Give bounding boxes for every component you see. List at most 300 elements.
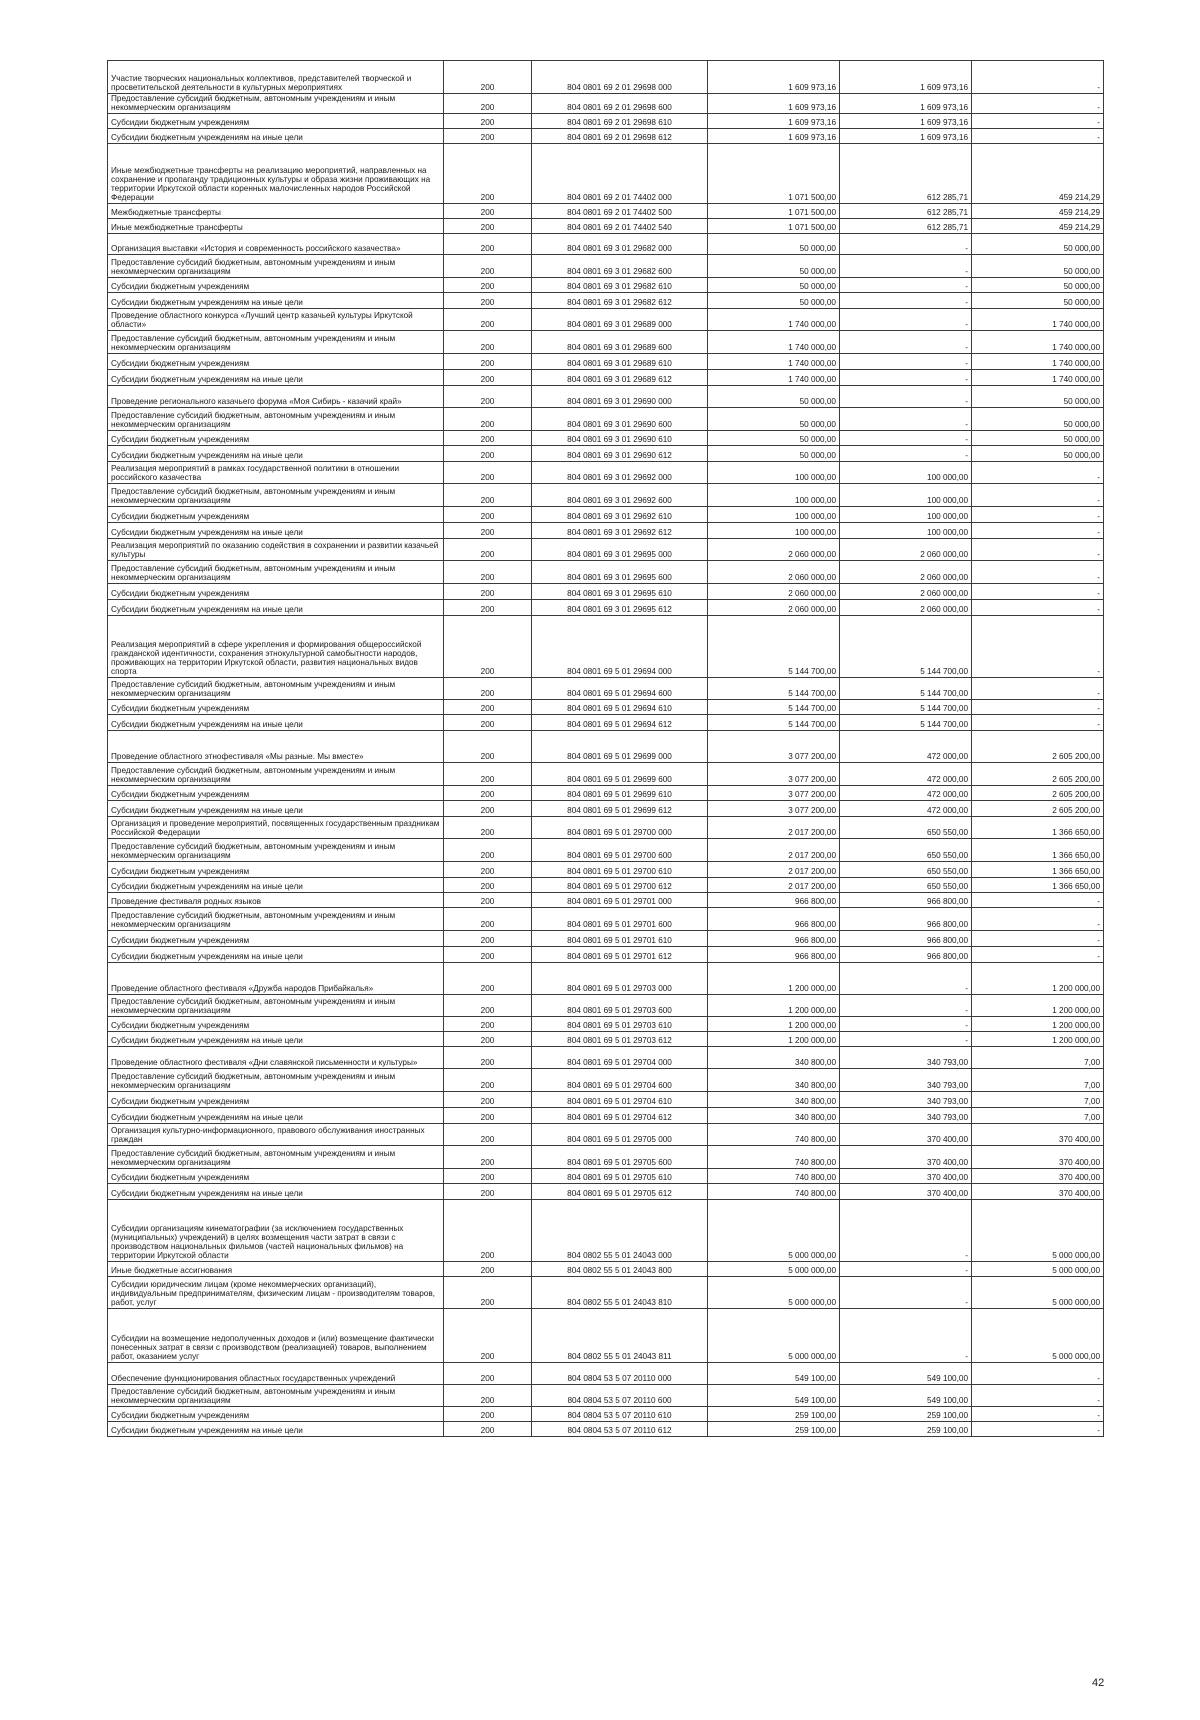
row-name: Субсидии бюджетным учреждениям на иные цели — [108, 801, 444, 817]
row-unexecuted-amount: 1 200 000,00 — [972, 1032, 1104, 1047]
row-executed-amount: - — [840, 278, 972, 293]
row-code: 200 — [444, 462, 532, 484]
row-approved-amount: 1 071 500,00 — [708, 219, 840, 234]
row-unexecuted-amount: 1 366 650,00 — [972, 878, 1104, 893]
row-code: 200 — [444, 1309, 532, 1363]
row-approved-amount: 1 609 973,16 — [708, 114, 840, 129]
row-approved-amount: 966 800,00 — [708, 908, 840, 931]
row-name: Субсидии бюджетным учреждениям — [108, 700, 444, 715]
row-unexecuted-amount: 2 605 200,00 — [972, 731, 1104, 763]
row-classification-code: 804 0804 53 5 07 20110 600 — [532, 1385, 708, 1407]
table-row — [108, 129, 1104, 144]
row-executed-amount: 340 793,00 — [840, 1047, 972, 1069]
row-unexecuted-amount: 50 000,00 — [972, 278, 1104, 293]
row-code: 200 — [444, 817, 532, 839]
row-unexecuted-amount: 459 214,29 — [972, 144, 1104, 204]
row-classification-code: 804 0801 69 5 01 29694 000 — [532, 616, 708, 678]
row-executed-amount: 650 550,00 — [840, 878, 972, 893]
row-executed-amount: - — [840, 1309, 972, 1363]
row-name: Предоставление субсидий бюджетным, автономным учреждениям и иным некоммерческим организациям — [108, 1146, 444, 1169]
row-name: Проведение фестиваля родных языков — [108, 893, 444, 908]
row-unexecuted-amount: 1 740 000,00 — [972, 309, 1104, 331]
row-code: 200 — [444, 1124, 532, 1146]
row-code: 200 — [444, 204, 532, 219]
row-unexecuted-amount: - — [972, 1407, 1104, 1422]
table-row — [108, 1169, 1104, 1184]
row-executed-amount: 472 000,00 — [840, 763, 972, 786]
row-classification-code: 804 0801 69 3 01 29682 612 — [532, 293, 708, 309]
row-executed-amount: 370 400,00 — [840, 1146, 972, 1169]
row-executed-amount: - — [840, 408, 972, 431]
row-unexecuted-amount: - — [972, 600, 1104, 616]
row-executed-amount: - — [840, 1262, 972, 1277]
row-classification-code: 804 0801 69 5 01 29703 600 — [532, 995, 708, 1017]
table-row — [108, 763, 1104, 786]
row-unexecuted-amount: 5 000 000,00 — [972, 1277, 1104, 1309]
row-approved-amount: 549 100,00 — [708, 1363, 840, 1385]
page-number: 42 — [1092, 1677, 1105, 1689]
row-unexecuted-amount: 50 000,00 — [972, 293, 1104, 309]
table-row — [108, 1309, 1104, 1363]
row-name: Предоставление субсидий бюджетным, автономным учреждениям и иным некоммерческим организациям — [108, 839, 444, 862]
row-executed-amount: 1 609 973,16 — [840, 61, 972, 94]
table-row — [108, 255, 1104, 278]
table-row — [108, 1422, 1104, 1437]
row-approved-amount: 3 077 200,00 — [708, 801, 840, 817]
row-unexecuted-amount: 1 740 000,00 — [972, 331, 1104, 354]
row-classification-code: 804 0801 69 5 01 29694 612 — [532, 715, 708, 731]
row-approved-amount: 1 609 973,16 — [708, 94, 840, 114]
row-approved-amount: 549 100,00 — [708, 1385, 840, 1407]
table-row — [108, 715, 1104, 731]
row-approved-amount: 5 000 000,00 — [708, 1277, 840, 1309]
table-row — [108, 963, 1104, 995]
row-classification-code: 804 0801 69 3 01 29695 612 — [532, 600, 708, 616]
table-row — [108, 678, 1104, 700]
row-name: Субсидии бюджетным учреждениям на иные цели — [108, 446, 444, 462]
table-row — [108, 94, 1104, 114]
row-classification-code: 804 0801 69 5 01 29699 610 — [532, 786, 708, 801]
row-code: 200 — [444, 446, 532, 462]
row-unexecuted-amount: - — [972, 947, 1104, 963]
table-row — [108, 144, 1104, 204]
row-code: 200 — [444, 700, 532, 715]
row-name: Предоставление субсидий бюджетным, автономным учреждениям и иным некоммерческим организациям — [108, 995, 444, 1017]
row-code: 200 — [444, 114, 532, 129]
row-classification-code: 804 0801 69 5 01 29699 000 — [532, 731, 708, 763]
row-code: 200 — [444, 1017, 532, 1032]
row-name: Реализация мероприятий по оказанию содействия в сохранении и развитии казачьей культуры — [108, 539, 444, 561]
row-executed-amount: - — [840, 1017, 972, 1032]
row-name: Субсидии бюджетным учреждениям на иные цели — [108, 293, 444, 309]
row-unexecuted-amount: 370 400,00 — [972, 1169, 1104, 1184]
row-unexecuted-amount: 2 605 200,00 — [972, 763, 1104, 786]
row-name: Проведение областного этнофестиваля «Мы разные. Мы вместе» — [108, 731, 444, 763]
row-unexecuted-amount: 50 000,00 — [972, 255, 1104, 278]
row-code: 200 — [444, 839, 532, 862]
row-approved-amount: 740 800,00 — [708, 1169, 840, 1184]
row-unexecuted-amount: - — [972, 1385, 1104, 1407]
row-approved-amount: 1 609 973,16 — [708, 129, 840, 144]
row-name: Субсидии бюджетным учреждениям на иные цели — [108, 523, 444, 539]
row-executed-amount: 2 060 000,00 — [840, 561, 972, 584]
row-executed-amount: 1 609 973,16 — [840, 129, 972, 144]
row-code: 200 — [444, 94, 532, 114]
row-unexecuted-amount: 1 200 000,00 — [972, 995, 1104, 1017]
row-classification-code: 804 0801 69 5 01 29699 600 — [532, 763, 708, 786]
row-executed-amount: 340 793,00 — [840, 1092, 972, 1108]
table-row — [108, 947, 1104, 963]
row-code: 200 — [444, 523, 532, 539]
row-classification-code: 804 0801 69 2 01 29698 600 — [532, 94, 708, 114]
row-unexecuted-amount: 370 400,00 — [972, 1184, 1104, 1200]
table-row — [108, 462, 1104, 484]
row-classification-code: 804 0801 69 3 01 29692 610 — [532, 507, 708, 523]
row-name: Субсидии бюджетным учреждениям — [108, 862, 444, 878]
row-name: Субсидии организациям кинематографии (за исключением государственных (муниципальных) учреждений) в целях возмещения части затрат в связи с производством национальных фильмов (частей национальных фильмов) на территории Иркутской области — [108, 1200, 444, 1262]
table-row — [108, 523, 1104, 539]
row-code: 200 — [444, 1363, 532, 1385]
row-code: 200 — [444, 1069, 532, 1092]
row-unexecuted-amount: - — [972, 584, 1104, 600]
row-unexecuted-amount: - — [972, 561, 1104, 584]
row-name: Субсидии бюджетным учреждениям — [108, 1169, 444, 1184]
row-executed-amount: 5 144 700,00 — [840, 700, 972, 715]
row-code: 200 — [444, 309, 532, 331]
row-name: Предоставление субсидий бюджетным, автономным учреждениям и иным некоммерческим организациям — [108, 678, 444, 700]
table-row — [108, 1017, 1104, 1032]
row-unexecuted-amount: 1 200 000,00 — [972, 963, 1104, 995]
row-unexecuted-amount: - — [972, 1422, 1104, 1437]
table-row — [108, 1047, 1104, 1069]
row-classification-code: 804 0801 69 3 01 29690 612 — [532, 446, 708, 462]
row-code: 200 — [444, 144, 532, 204]
row-classification-code: 804 0801 69 3 01 29695 600 — [532, 561, 708, 584]
row-executed-amount: 549 100,00 — [840, 1363, 972, 1385]
table-row — [108, 1277, 1104, 1309]
row-executed-amount: 966 800,00 — [840, 893, 972, 908]
row-approved-amount: 340 800,00 — [708, 1108, 840, 1124]
row-classification-code: 804 0801 69 5 01 29694 610 — [532, 700, 708, 715]
row-classification-code: 804 0801 69 5 01 29701 000 — [532, 893, 708, 908]
row-unexecuted-amount: 1 366 650,00 — [972, 817, 1104, 839]
row-classification-code: 804 0801 69 2 01 74402 540 — [532, 219, 708, 234]
row-executed-amount: - — [840, 446, 972, 462]
row-executed-amount: 612 285,71 — [840, 144, 972, 204]
table-row — [108, 1363, 1104, 1385]
row-name: Предоставление субсидий бюджетным, автономным учреждениям и иным некоммерческим организациям — [108, 331, 444, 354]
row-unexecuted-amount: 7,00 — [972, 1108, 1104, 1124]
row-executed-amount: 259 100,00 — [840, 1407, 972, 1422]
row-name: Субсидии на возмещение недополученных доходов и (или) возмещение фактически понесенных затрат в связи с производством (реализацией) товаров, выполнением работ, оказанием услуг — [108, 1309, 444, 1363]
row-executed-amount: - — [840, 963, 972, 995]
row-classification-code: 804 0802 55 5 01 24043 000 — [532, 1200, 708, 1262]
table-row — [108, 331, 1104, 354]
row-executed-amount: - — [840, 331, 972, 354]
row-name: Субсидии бюджетным учреждениям — [108, 431, 444, 446]
row-classification-code: 804 0801 69 5 01 29704 600 — [532, 1069, 708, 1092]
row-code: 200 — [444, 908, 532, 931]
row-approved-amount: 100 000,00 — [708, 523, 840, 539]
row-approved-amount: 5 000 000,00 — [708, 1200, 840, 1262]
row-unexecuted-amount: 50 000,00 — [972, 386, 1104, 408]
row-executed-amount: - — [840, 234, 972, 255]
row-approved-amount: 5 144 700,00 — [708, 678, 840, 700]
row-unexecuted-amount: 5 000 000,00 — [972, 1262, 1104, 1277]
row-approved-amount: 2 060 000,00 — [708, 561, 840, 584]
row-name: Субсидии бюджетным учреждениям на иные цели — [108, 1032, 444, 1047]
row-classification-code: 804 0801 69 5 01 29704 000 — [532, 1047, 708, 1069]
row-approved-amount: 2 060 000,00 — [708, 600, 840, 616]
row-unexecuted-amount: - — [972, 893, 1104, 908]
row-classification-code: 804 0801 69 5 01 29703 000 — [532, 963, 708, 995]
row-code: 200 — [444, 584, 532, 600]
row-unexecuted-amount: 370 400,00 — [972, 1146, 1104, 1169]
row-approved-amount: 966 800,00 — [708, 931, 840, 947]
row-approved-amount: 966 800,00 — [708, 947, 840, 963]
row-unexecuted-amount: - — [972, 523, 1104, 539]
row-code: 200 — [444, 995, 532, 1017]
row-unexecuted-amount: - — [972, 539, 1104, 561]
row-name: Субсидии юридическим лицам (кроме некоммерческих организаций), индивидуальным предпринимателям, физическим лицам - производителям товаров, работ, услуг — [108, 1277, 444, 1309]
row-code: 200 — [444, 354, 532, 370]
row-approved-amount: 1 200 000,00 — [708, 963, 840, 995]
row-classification-code: 804 0801 69 3 01 29682 000 — [532, 234, 708, 255]
row-classification-code: 804 0801 69 5 01 29705 612 — [532, 1184, 708, 1200]
row-unexecuted-amount: 459 214,29 — [972, 204, 1104, 219]
row-unexecuted-amount: 1 740 000,00 — [972, 370, 1104, 386]
row-unexecuted-amount: 50 000,00 — [972, 431, 1104, 446]
row-code: 200 — [444, 331, 532, 354]
row-name: Проведение областного конкурса «Лучший центр казачьей культуры Иркутской области» — [108, 309, 444, 331]
row-unexecuted-amount: 5 000 000,00 — [972, 1309, 1104, 1363]
row-executed-amount: - — [840, 386, 972, 408]
table-row — [108, 1124, 1104, 1146]
table-row — [108, 219, 1104, 234]
row-code: 200 — [444, 278, 532, 293]
row-name: Межбюджетные трансферты — [108, 204, 444, 219]
row-unexecuted-amount: 7,00 — [972, 1069, 1104, 1092]
row-name: Иные бюджетные ассигнования — [108, 1262, 444, 1277]
row-name: Субсидии бюджетным учреждениям на иные цели — [108, 1184, 444, 1200]
row-classification-code: 804 0801 69 5 01 29701 612 — [532, 947, 708, 963]
row-approved-amount: 1 071 500,00 — [708, 204, 840, 219]
row-classification-code: 804 0801 69 5 01 29700 612 — [532, 878, 708, 893]
row-name: Субсидии бюджетным учреждениям на иные цели — [108, 600, 444, 616]
row-approved-amount: 100 000,00 — [708, 507, 840, 523]
row-classification-code: 804 0801 69 3 01 29690 610 — [532, 431, 708, 446]
row-code: 200 — [444, 1200, 532, 1262]
row-name: Субсидии бюджетным учреждениям на иные цели — [108, 370, 444, 386]
table-row — [108, 801, 1104, 817]
row-executed-amount: 966 800,00 — [840, 947, 972, 963]
row-executed-amount: 5 144 700,00 — [840, 715, 972, 731]
row-approved-amount: 100 000,00 — [708, 462, 840, 484]
row-classification-code: 804 0801 69 5 01 29704 610 — [532, 1092, 708, 1108]
row-code: 200 — [444, 763, 532, 786]
row-name: Субсидии бюджетным учреждениям — [108, 584, 444, 600]
table-row — [108, 584, 1104, 600]
row-classification-code: 804 0801 69 3 01 29689 000 — [532, 309, 708, 331]
row-classification-code: 804 0801 69 3 01 29695 000 — [532, 539, 708, 561]
row-code: 200 — [444, 1047, 532, 1069]
row-executed-amount: 612 285,71 — [840, 204, 972, 219]
table-row — [108, 1385, 1104, 1407]
row-approved-amount: 1 609 973,16 — [708, 61, 840, 94]
row-name: Субсидии бюджетным учреждениям — [108, 278, 444, 293]
row-approved-amount: 2 017 200,00 — [708, 862, 840, 878]
table-row — [108, 370, 1104, 386]
row-unexecuted-amount: 1 200 000,00 — [972, 1017, 1104, 1032]
row-name: Иные межбюджетные трансферты — [108, 219, 444, 234]
row-unexecuted-amount: - — [972, 931, 1104, 947]
row-name: Субсидии бюджетным учреждениям на иные цели — [108, 715, 444, 731]
row-name: Субсидии бюджетным учреждениям на иные цели — [108, 1422, 444, 1437]
table-row — [108, 616, 1104, 678]
table-row — [108, 484, 1104, 507]
row-executed-amount: 2 060 000,00 — [840, 539, 972, 561]
row-classification-code: 804 0801 69 3 01 29689 612 — [532, 370, 708, 386]
row-approved-amount: 259 100,00 — [708, 1407, 840, 1422]
row-name: Участие творческих национальных коллективов, представителей творческой и просветительской деятельности в культурных мероприятиях — [108, 61, 444, 94]
table-row — [108, 600, 1104, 616]
row-unexecuted-amount: 370 400,00 — [972, 1124, 1104, 1146]
table-row — [108, 293, 1104, 309]
row-approved-amount: 259 100,00 — [708, 1422, 840, 1437]
row-name: Предоставление субсидий бюджетным, автономным учреждениям и иным некоммерческим организациям — [108, 484, 444, 507]
row-executed-amount: 966 800,00 — [840, 908, 972, 931]
row-code: 200 — [444, 293, 532, 309]
row-name: Реализация мероприятий в сфере укрепления и формирования общероссийской гражданской идентичности, сохранения этнокультурной самобытности народов, проживающих на территории Иркутской области, развития национальных видов спорта — [108, 616, 444, 678]
table-row — [108, 1146, 1104, 1169]
row-name: Проведение областного фестиваля «Дружба народов Прибайкалья» — [108, 963, 444, 995]
row-code: 200 — [444, 1032, 532, 1047]
row-executed-amount: 100 000,00 — [840, 507, 972, 523]
row-classification-code: 804 0802 55 5 01 24043 810 — [532, 1277, 708, 1309]
table-row — [108, 1184, 1104, 1200]
row-executed-amount: - — [840, 255, 972, 278]
row-approved-amount: 5 144 700,00 — [708, 616, 840, 678]
table-row — [108, 309, 1104, 331]
row-code: 200 — [444, 1169, 532, 1184]
table-row — [108, 1069, 1104, 1092]
row-code: 200 — [444, 931, 532, 947]
row-classification-code: 804 0801 69 5 01 29700 610 — [532, 862, 708, 878]
row-approved-amount: 2 060 000,00 — [708, 539, 840, 561]
row-name: Предоставление субсидий бюджетным, автономным учреждениям и иным некоммерческим организациям — [108, 255, 444, 278]
table-row — [108, 278, 1104, 293]
row-executed-amount: 549 100,00 — [840, 1385, 972, 1407]
row-code: 200 — [444, 1092, 532, 1108]
row-approved-amount: 100 000,00 — [708, 484, 840, 507]
table-row — [108, 204, 1104, 219]
row-unexecuted-amount: - — [972, 715, 1104, 731]
row-unexecuted-amount: - — [972, 678, 1104, 700]
row-name: Предоставление субсидий бюджетным, автономным учреждениям и иным некоммерческим организациям — [108, 1385, 444, 1407]
row-unexecuted-amount: 50 000,00 — [972, 408, 1104, 431]
row-code: 200 — [444, 731, 532, 763]
row-name: Субсидии бюджетным учреждениям — [108, 354, 444, 370]
row-approved-amount: 3 077 200,00 — [708, 731, 840, 763]
row-code: 200 — [444, 234, 532, 255]
row-executed-amount: 472 000,00 — [840, 801, 972, 817]
table-row — [108, 114, 1104, 129]
row-approved-amount: 50 000,00 — [708, 255, 840, 278]
row-code: 200 — [444, 1277, 532, 1309]
row-approved-amount: 1 740 000,00 — [708, 309, 840, 331]
row-name: Субсидии бюджетным учреждениям — [108, 1017, 444, 1032]
row-code: 200 — [444, 507, 532, 523]
row-unexecuted-amount: 7,00 — [972, 1092, 1104, 1108]
row-approved-amount: 2 060 000,00 — [708, 584, 840, 600]
row-code: 200 — [444, 255, 532, 278]
budget-execution-table — [107, 60, 1104, 1437]
row-classification-code: 804 0801 69 5 01 29701 610 — [532, 931, 708, 947]
table-row — [108, 386, 1104, 408]
row-executed-amount: - — [840, 431, 972, 446]
row-name: Субсидии бюджетным учреждениям на иные цели — [108, 878, 444, 893]
row-executed-amount: 340 793,00 — [840, 1108, 972, 1124]
row-code: 200 — [444, 61, 532, 94]
row-code: 200 — [444, 616, 532, 678]
row-classification-code: 804 0801 69 5 01 29705 000 — [532, 1124, 708, 1146]
row-approved-amount: 50 000,00 — [708, 234, 840, 255]
row-code: 200 — [444, 862, 532, 878]
table-row — [108, 786, 1104, 801]
table-row — [108, 839, 1104, 862]
row-name: Иные межбюджетные трансферты на реализацию мероприятий, направленных на сохранение и пропаганду традиционных культуры и образа жизни проживающих на территории Иркутской области коренных малочисленных народов Российской Федерации — [108, 144, 444, 204]
row-unexecuted-amount: 50 000,00 — [972, 446, 1104, 462]
row-approved-amount: 740 800,00 — [708, 1184, 840, 1200]
row-unexecuted-amount: 1 366 650,00 — [972, 862, 1104, 878]
row-approved-amount: 1 740 000,00 — [708, 370, 840, 386]
row-code: 200 — [444, 963, 532, 995]
row-approved-amount: 5 000 000,00 — [708, 1262, 840, 1277]
row-approved-amount: 3 077 200,00 — [708, 786, 840, 801]
row-approved-amount: 50 000,00 — [708, 408, 840, 431]
row-name: Субсидии бюджетным учреждениям на иные цели — [108, 1108, 444, 1124]
table-row — [108, 539, 1104, 561]
row-approved-amount: 740 800,00 — [708, 1146, 840, 1169]
row-approved-amount: 50 000,00 — [708, 278, 840, 293]
row-executed-amount: 370 400,00 — [840, 1169, 972, 1184]
row-approved-amount: 50 000,00 — [708, 293, 840, 309]
row-name: Субсидии бюджетным учреждениям — [108, 1092, 444, 1108]
table-row — [108, 1092, 1104, 1108]
row-executed-amount: 100 000,00 — [840, 484, 972, 507]
table-body — [108, 61, 1104, 1437]
table-row — [108, 446, 1104, 462]
row-name: Проведение регионального казачьего форума «Моя Сибирь - казачий край» — [108, 386, 444, 408]
row-executed-amount: 5 144 700,00 — [840, 616, 972, 678]
row-executed-amount: 5 144 700,00 — [840, 678, 972, 700]
row-name: Субсидии бюджетным учреждениям — [108, 507, 444, 523]
row-classification-code: 804 0801 69 3 01 29689 600 — [532, 331, 708, 354]
row-classification-code: 804 0801 69 3 01 29682 600 — [532, 255, 708, 278]
row-executed-amount: 472 000,00 — [840, 731, 972, 763]
row-approved-amount: 1 740 000,00 — [708, 354, 840, 370]
table-row — [108, 1108, 1104, 1124]
table-row — [108, 408, 1104, 431]
row-unexecuted-amount: 5 000 000,00 — [972, 1200, 1104, 1262]
row-approved-amount: 1 200 000,00 — [708, 1032, 840, 1047]
row-executed-amount: 259 100,00 — [840, 1422, 972, 1437]
row-code: 200 — [444, 786, 532, 801]
row-approved-amount: 1 200 000,00 — [708, 1017, 840, 1032]
table-row — [108, 431, 1104, 446]
row-classification-code: 804 0801 69 5 01 29703 612 — [532, 1032, 708, 1047]
table-row — [108, 507, 1104, 523]
